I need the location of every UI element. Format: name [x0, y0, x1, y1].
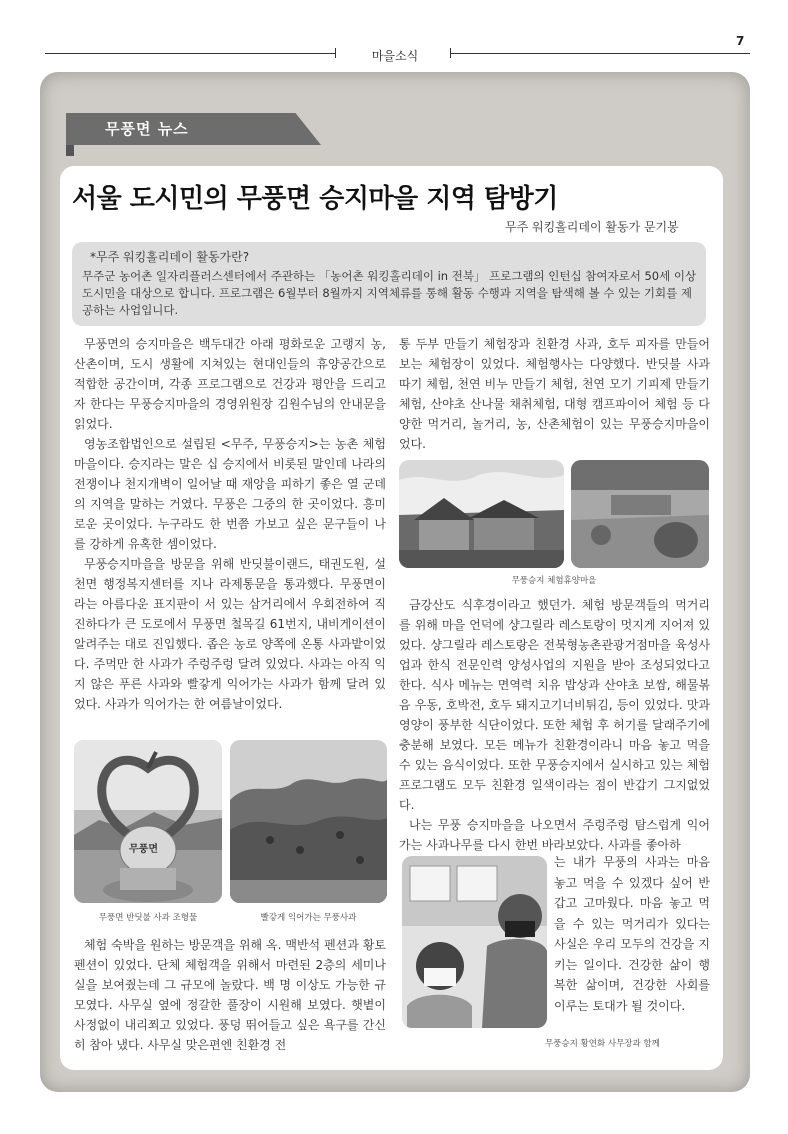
caption-village-rest: 무풍승지 체험휴양마을 [511, 576, 597, 586]
left-column-text [74, 334, 386, 714]
section-title: 마을소식 [350, 47, 440, 64]
page-number: 7 [736, 34, 745, 48]
right-mid-text [399, 595, 710, 855]
village-building-photo [399, 460, 564, 568]
right-top-text [399, 334, 710, 454]
paragraph: 무풍승지마을을 방문을 위해 반딧불이랜드, 태권도원, 설천면 행정복지센터를 지나 라제통문을 통과했다. 무풍면이라는 아름다운 표지판이 서 있는 삼거리에서 우회전하여 직진하다가 큰 도로에서 무풍면 철목길 61번지, 내비게이션이 알려주는 대로 진입했다. 좁은 농로 양쪽에 온통 사과밭이었다. 주먹만 한 사과가 주렁주렁 달려 있었다. 사과는 아직 익지 않은 푸른 사과와 빨갛게 익어가는 사과가 함께 달려 있었다. 사과가 익어가는 한 여름날이었다. [74, 557, 386, 711]
apple-statue-photo [74, 740, 222, 903]
left-bottom-text [74, 935, 386, 1055]
paragraph: 체험 숙박을 원하는 방문객을 위해 옥. 맥반석 펜션과 황토펜션이 있었다. 단체 체험객을 위해서 마련된 2층의 세미나실을 보여줬는데 그 규모에 놀랐다. 백 명 이상도 가능한 규모였다. 사무실 옆에 정갈한 풀장이 시원해 보였다. 햇볕이 사정없이 내리쬐고 있었다. 풍덩 뛰어들고 싶은 욕구를 간신히 참아 냈다. 사무실 맞은편엔 친환경 전 [74, 938, 386, 1052]
caption-apple-orchard: 빨갛게 익어가는 무풍사과 [260, 913, 357, 923]
info-box-title: *무주 워킹홀리데이 활동가란? [90, 250, 250, 264]
staff-photo [402, 856, 547, 1028]
paragraph: 통 두부 만들기 체험장과 친환경 사과, 호두 피자를 만들어보는 체험장이 있었다. 체험행사는 다양했다. 반딧불 사과 따기 체험, 천연 비누 만들기 체험, 천연 모기 기피제 만들기 체험, 산야초 산나물 채취체험, 대형 캠프파이어 체험 등 다양한 먹거리, 놀거리, 농, 산촌체험이 있는 무풍승지마을이었다. [399, 337, 710, 451]
header-rule-left [45, 53, 335, 54]
header-tick-left [335, 48, 336, 58]
statue-lettering: 무풍면 [129, 844, 158, 855]
caption-apple-statue: 무풍면 반딧불 사과 조형물 [98, 913, 198, 923]
paragraph: 금강산도 식후경이라고 했던가. 체험 방문객들의 먹거리를 위해 마을 언덕에 샹그릴라 레스토랑이 멋지게 지어져 있었다. 샹그릴라 레스토랑은 전북형농촌관광거점마을 육성사업과 한식 전문인력 양성사업의 지원을 받아 조성되었다고 한다. 식사 메뉴는 면역력 치유 밥상과 산야초 보쌈, 해물볶음 우동, 호박전, 호두 돼지고기너비튀김, 등이 있었다. 맛과 영양이 풍부한 식단이었다. 또한 체험 후 허기를 달래주기에 충분해 보였다. 모든 메뉴가 친환경이라니 마음 놓고 먹을 수 있는 음식이었다. 또한 무풍승지에서 실시하고 있는 체험프로그램도 모두 친환경 일색이라는 점이 반갑기 그지없었다. [399, 598, 710, 812]
apple-orchard-photo [230, 740, 387, 903]
caption-staff-photo: 무풍승지 황연화 사무장과 함께 [545, 1039, 660, 1049]
paragraph: 영농조합법인으로 설립된 <무주, 무풍승지>는 농촌 체험 마을이다. 승지라는 말은 십 승지에서 비롯된 말인데 나라의 전쟁이나 천지개벽이 일어날 때 재앙을 피하기 좋은 열 군데의 지역을 말하는 거였다. 무풍은 그중의 한 곳이었다. 흥미로운 곳이었다. 누구라도 한 번쯤 가보고 싶은 문구들이 나를 강하게 유혹한 셈이었다. [74, 437, 386, 551]
article-byline: 무주 워킹홀리데이 활동가 문기봉 [505, 220, 679, 234]
article-title: 서울 도시민의 무풍면 승지마을 지역 탐방기 [72, 184, 558, 214]
section-tab-label: 무풍면 뉴스 [105, 120, 189, 138]
paragraph: 나는 무풍 승지마을을 나오면서 주렁주렁 탐스럽게 익어가는 사과나무를 다시 한번 바라보았다. 사과를 좋아하 [399, 818, 710, 852]
right-side-text: 는 내가 무풍의 사과는 마음 놓고 먹을 수 있겠다 싶어 반갑고 고마웠다. 마음 놓고 먹을 수 있는 먹거리가 있다는 사실은 우리 모두의 건강을 지키는 일이다. 건강한 삶이 행복한 삶이며, 건강한 사회를 이루는 토대가 될 것이다. [554, 855, 710, 1013]
header-tick-right [450, 48, 451, 58]
info-box-body: 무주군 농어촌 일자리플러스센터에서 주관하는 「농어촌 워킹홀리데이 in 전북」 프로그램의 인턴십 참여자로서 50세 이상 도시민을 대상으로 합니다. 프로그램은 6월부터 8월까지 지역체류를 통해 활동 수행과 지역을 탐색해 볼 수 있는 기회를 제공하는 사업입니다. [82, 269, 697, 317]
header-rule-right [450, 53, 750, 54]
paragraph: 무풍면의 승지마을은 백두대간 아래 평화로운 고랭지 농, 산촌이며, 도시 생활에 지쳐있는 현대인들의 휴양공간으로 적합한 공간이며, 각종 프로그램으로 건강과 평안을 드리고자 한다는 무풍승지마을의 경영위원장 김원수님의 안내문을 읽었다. [74, 337, 386, 431]
village-yard-photo [571, 460, 709, 568]
